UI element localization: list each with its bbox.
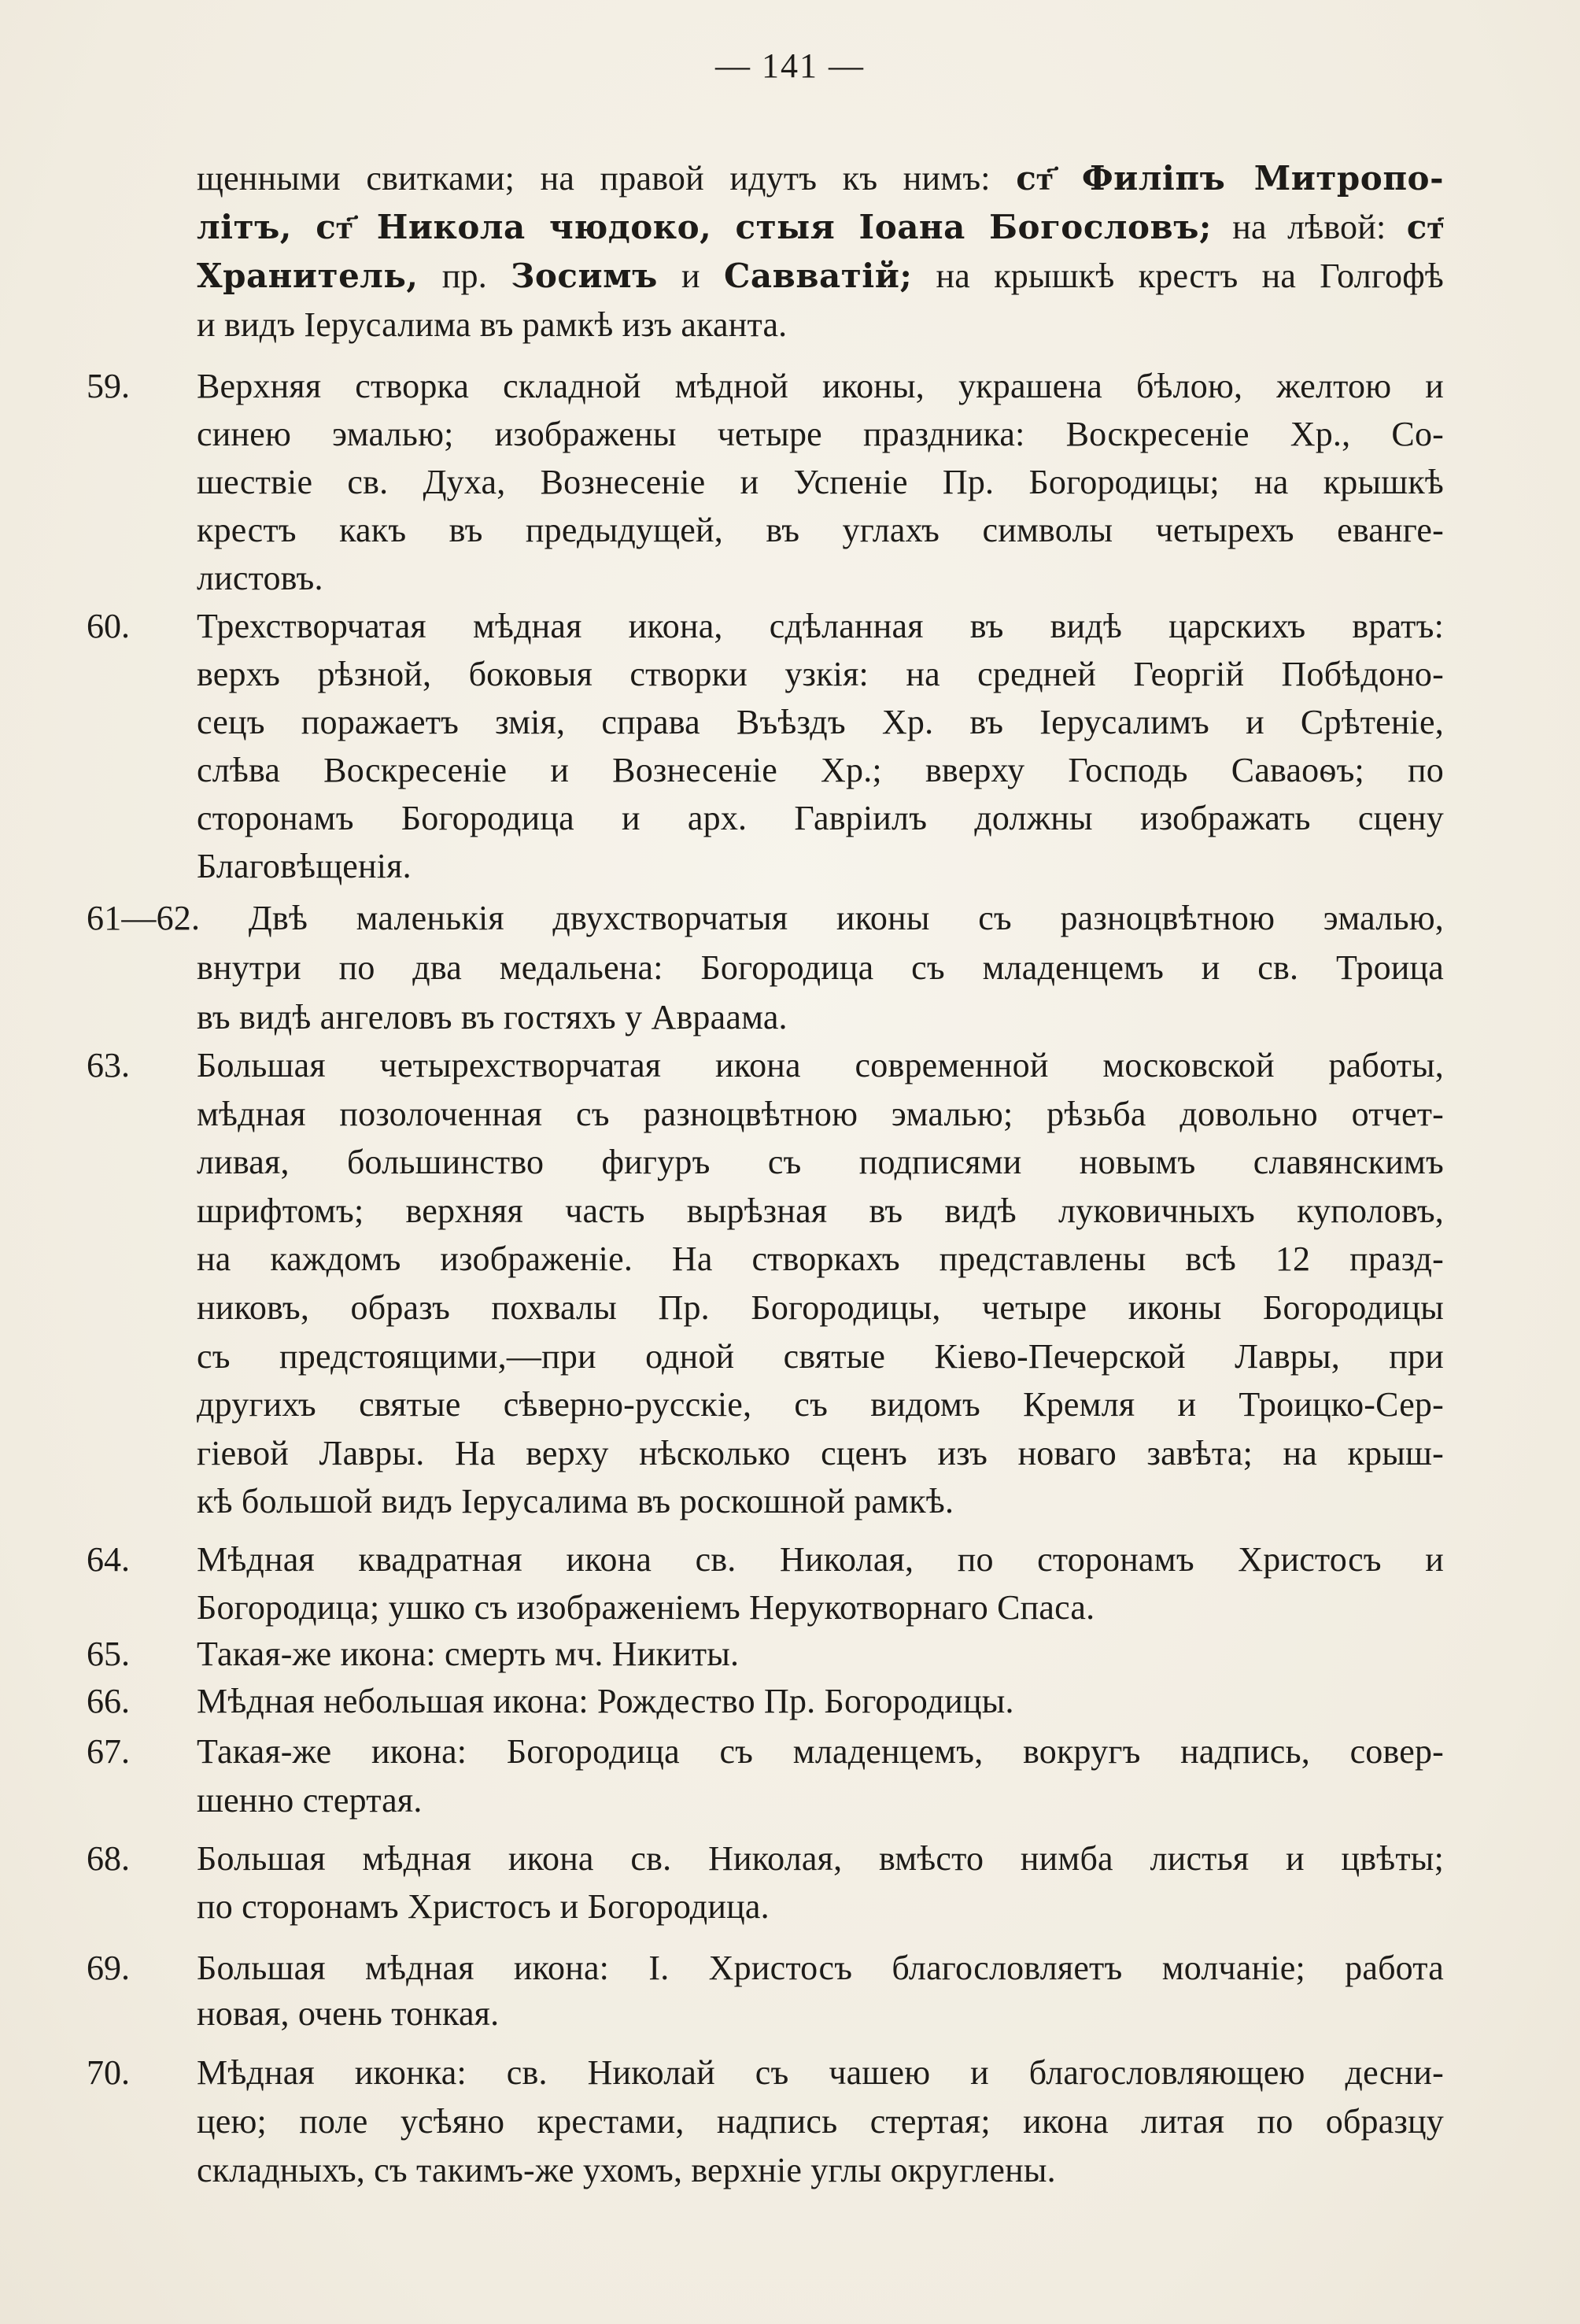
entry-text: внутри по два медальена: Богородица съ младенцемъ и св. Троица [197,948,1444,987]
entry-text: на крышкѣ крестъ на Голгофѣ [912,257,1444,295]
entry-line [197,253,1444,299]
entry-text: Мѣдная иконка: св. Николай съ чашею и благословляющею десни- [197,2053,1444,2092]
entry-text: пр. [418,257,511,295]
entry-text: и видъ Іерусалима въ рамкѣ изъ аканта. [197,305,788,344]
entry-text: щенными свитками; на правой идутъ къ нимъ: [197,159,1017,198]
entry-text: на лѣвой: [1211,208,1407,246]
entry-text: слѣва Воскресеніе и Вознесеніе Хр.; вверху Господь Саваоѳъ; по [197,751,1444,789]
entry-line [87,896,1444,941]
entry-line [197,1092,1444,1137]
entry-number: 70. [87,2053,130,2092]
entry-text: новая, очень тонкая. [197,1994,500,2033]
entry-line [197,1236,1444,1282]
entry-line [197,302,1444,348]
entry-line [197,1991,1444,2037]
entry-text: Трехстворчатая мѣдная икона, сдѣланная въ видѣ царскихъ вратъ: [197,607,1444,645]
entry-line [197,652,1444,697]
church-slavonic-text: літъ, ст҃ Никола чюдоко, стыя Іоана Богословъ; [197,208,1212,246]
entry-line [197,700,1444,745]
entry-text: сецъ поражаетъ змія, справа Въѣздъ Хр. въ Іерусалимъ и Срѣтеніе, [197,703,1444,741]
entry-number: 61—62. [87,899,201,937]
page-number: — 141 — [715,46,865,85]
entry-line [197,1679,1444,1724]
entry-text: шрифтомъ; верхняя часть вырѣзная въ видѣ луковичныхъ куполовъ, [197,1192,1444,1230]
entry-text: кѣ большой видъ Іерусалима въ роскошной рамкѣ. [197,1482,954,1520]
entry-line [197,364,1444,409]
entry-text: шествіе св. Духа, Вознесеніе и Успеніе Пр. Богородицы; на крышкѣ [197,463,1444,501]
entry-line [197,995,1444,1040]
entry-line [197,2050,1444,2096]
entry-line [197,796,1444,841]
entry-line [197,1431,1444,1476]
entry-text: Большая мѣдная икона: І. Христосъ благословляетъ молчаніе; работа [197,1949,1444,1987]
entry-text: Двѣ маленькія двухстворчатыя иконы съ разноцвѣтною эмалью, [248,899,1444,937]
entry-number: 69. [87,1949,130,1987]
entry-line [197,1285,1444,1331]
entry-text: Верхняя створка складной мѣдной иконы, украшена бѣлою, желтою и [197,367,1444,405]
entry-line [197,1631,1444,1677]
entry-text: сторонамъ Богородица и арх. Гавріилъ должны изображать сцену [197,799,1444,837]
church-slavonic-text: ст҃ [1406,208,1444,246]
entry-number: 60. [87,607,130,645]
entry-text: цею; поле усѣяно крестами, надпись стертая; икона литая по образцу [197,2102,1444,2141]
entry-text: другихъ святые сѣверно-русскіе, съ видомъ Кремля и Троицко-Сер- [197,1385,1444,1424]
entry-text: мѣдная позолоченная съ разноцвѣтною эмалью; рѣзьба довольно отчет- [197,1095,1444,1133]
entry-line [197,205,1444,250]
entry-text: ливая, большинство фигуръ съ подписями новымъ славянскимъ [197,1143,1444,1181]
entry-text: синею эмалью; изображены четыре праздника: Воскресеніе Хр., Со- [197,415,1444,453]
entry-text: листовъ. [197,559,323,597]
entry-text: и [657,257,724,295]
entry-text: Мѣдная небольшая икона: Рождество Пр. Богородицы. [197,1682,1014,1720]
entry-text: Богородица; ушко съ изображеніемъ Нерукотворнаго Спаса. [197,1588,1095,1627]
entry-line [197,460,1444,505]
entry-line [197,1140,1444,1185]
entry-line [197,556,1444,601]
entry-line [197,748,1444,793]
entry-number: 63. [87,1046,130,1084]
entry-line [197,508,1444,553]
entry-line [197,1585,1444,1631]
church-slavonic-text: Хранитель, [197,257,419,295]
entry-text: крестъ какъ въ предыдущей, въ углахъ символы четырехъ еванге- [197,511,1444,549]
entry-line [197,1729,1444,1775]
entry-text: Благовѣщенія. [197,847,412,885]
entry-line [197,1043,1444,1088]
entry-line [197,412,1444,457]
entry-line [197,1188,1444,1234]
entry-text: верхъ рѣзной, боковыя створки узкія: на средней Георгій Побѣдоно- [197,655,1444,693]
entry-number: 65. [87,1635,130,1673]
entry-line [197,2148,1444,2193]
entry-text: по сторонамъ Христосъ и Богородица. [197,1887,770,1926]
entry-line [197,1537,1444,1583]
entry-line [197,1778,1444,1823]
entry-text: никовъ, образъ похвалы Пр. Богородицы, четыре иконы Богородицы [197,1288,1444,1327]
entry-text: Мѣдная квадратная икона св. Николая, по сторонамъ Христосъ и [197,1540,1444,1579]
entry-number: 67. [87,1732,130,1771]
entry-text: шенно стертая. [197,1781,423,1820]
entry-line [197,604,1444,649]
entry-text: гіевой Лавры. На верху нѣсколько сценъ изъ новаго завѣта; на крыш- [197,1434,1444,1472]
church-slavonic-text: ст҃ Филіпъ Митропо- [1016,159,1444,198]
entry-line [197,1945,1444,1991]
entry-line [197,844,1444,889]
entry-number: 59. [87,367,130,405]
entry-text: Большая мѣдная икона св. Николая, вмѣсто нимба листья и цвѣты; [197,1839,1444,1878]
entry-text: Большая четырехстворчатая икона современной московской работы, [197,1046,1444,1084]
entry-line [197,2099,1444,2145]
entry-text: на каждомъ изображеніе. На створкахъ представлены всѣ 12 празд- [197,1240,1444,1278]
entry-text: Такая-же икона: смерть мч. Никиты. [197,1635,740,1673]
entry-line [197,1836,1444,1882]
entry-text: въ видѣ ангеловъ въ гостяхъ у Авраама. [197,998,788,1036]
entry-line [197,156,1444,201]
entry-text: складныхъ, съ такимъ-же ухомъ, верхніе углы округлены. [197,2151,1056,2189]
entry-line [197,1884,1444,1930]
entry-number: 68. [87,1839,130,1878]
church-slavonic-text: Зосимъ [511,257,658,295]
entry-number: 64. [87,1540,130,1579]
entry-text: съ предстоящими,—при одной святые Кіево-Печерской Лавры, при [197,1337,1444,1376]
entry-line [197,1479,1444,1524]
entry-line [197,945,1444,991]
entry-line [197,1382,1444,1428]
entry-line [197,1334,1444,1380]
church-slavonic-text: Савватій; [724,257,913,295]
entry-number: 66. [87,1682,130,1720]
entry-text: Такая-же икона: Богородица съ младенцемъ, вокругъ надпись, совер- [197,1732,1444,1771]
